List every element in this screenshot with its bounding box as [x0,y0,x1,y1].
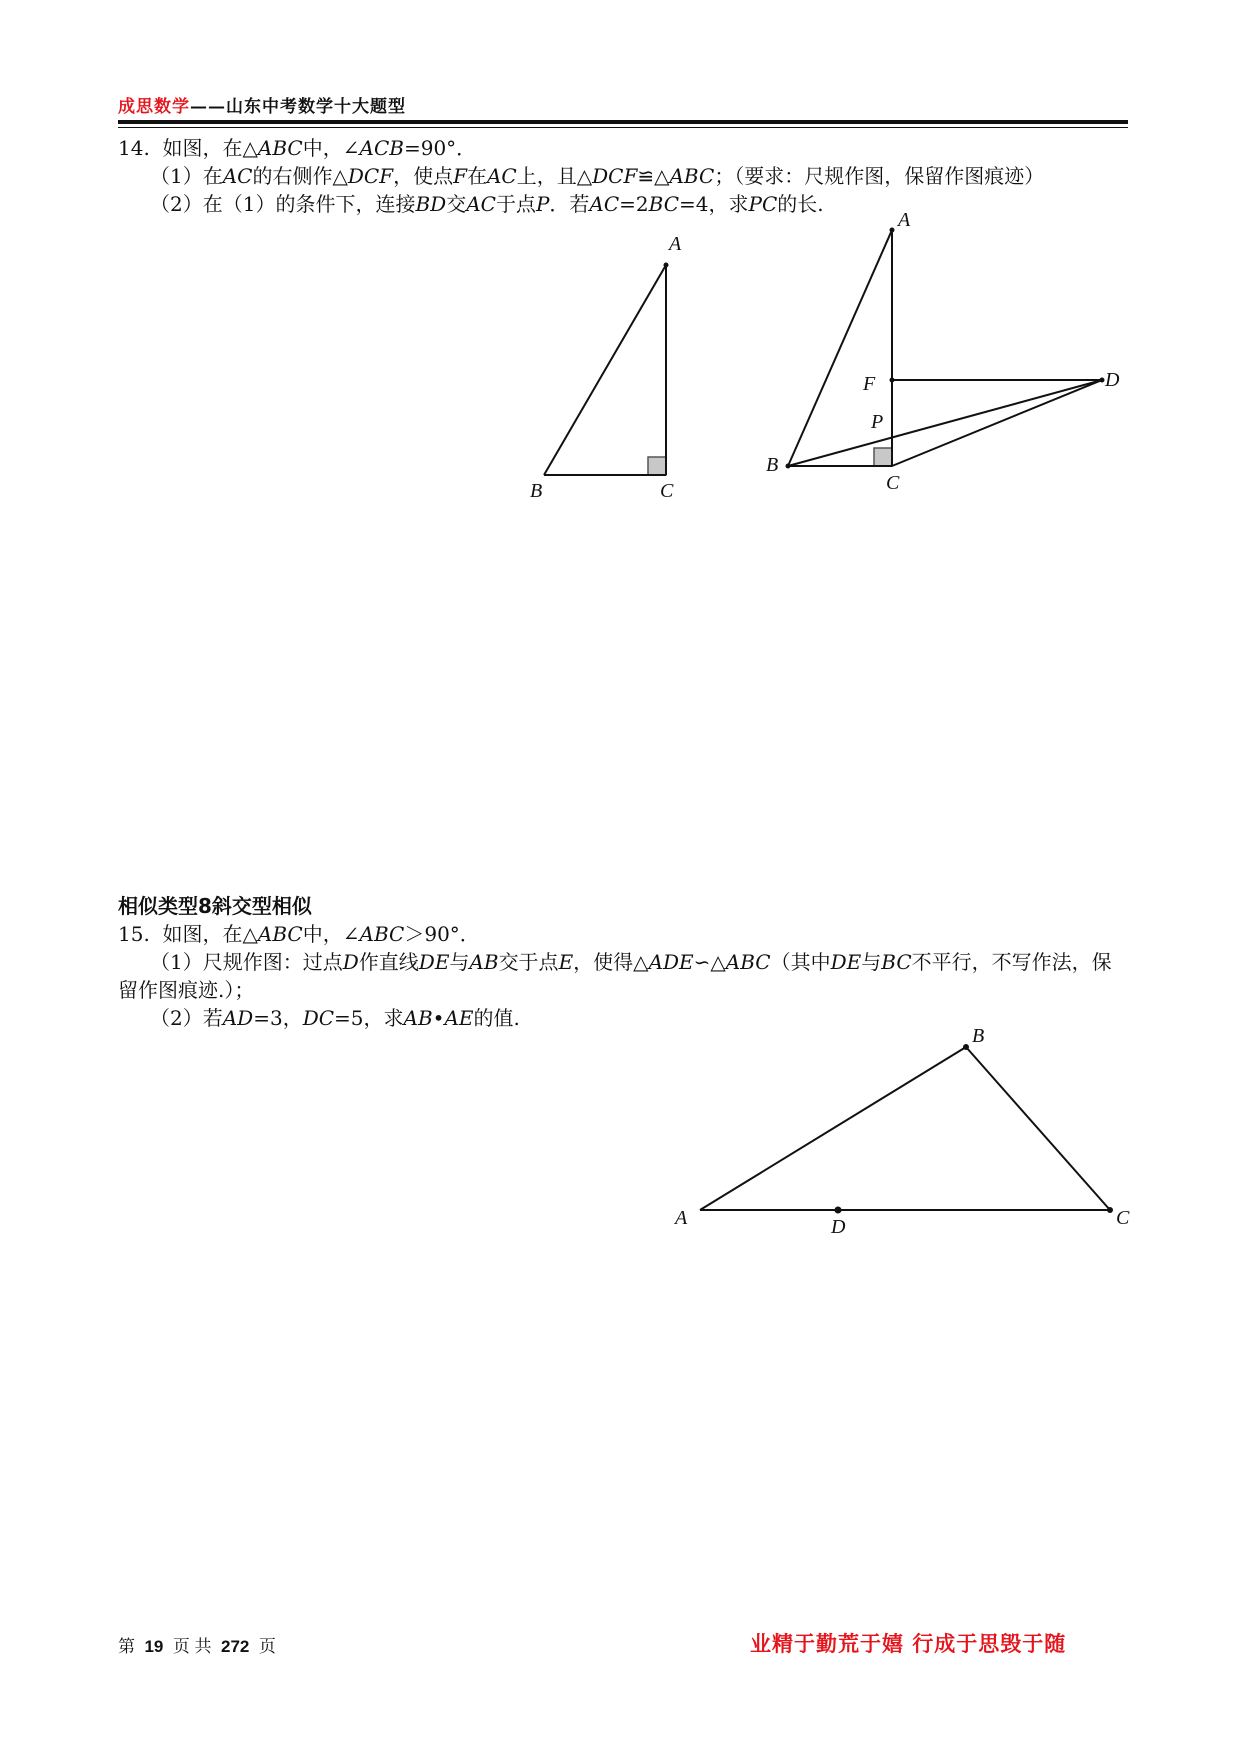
q15-text: • [432,1006,445,1030]
total-pages: 272 [221,1637,250,1656]
q14-text: ，使点 [393,164,454,188]
point-b [963,1044,969,1050]
q14-text: ；（要求：尺规作图，保留作图痕迹） [714,164,1045,188]
figure-q14-triangle [520,220,720,514]
q15-text: 与 [449,950,470,974]
label-a: A [675,1207,688,1229]
q14-math: ACB [359,136,404,160]
q14-part1 [150,160,1044,189]
q15-part1 [150,946,1112,975]
q14-text: （1）在 [150,164,223,188]
q14-text: 上，且△ [516,164,593,188]
q14-stem [118,132,476,161]
q14-math: DCF [592,164,638,188]
q15-text: 如图，在△ [162,922,258,946]
q14-math: DCF [347,164,394,188]
q14-math: PC [748,192,778,216]
q14-text: 的长. [777,192,824,216]
point-d [1100,378,1105,383]
label-d: D [1105,369,1120,391]
q15-text: =3， [253,1006,303,1030]
label-c: C [660,480,674,502]
q15-text: 的值. [473,1006,520,1030]
q15-text: 留作图痕迹.）； [118,978,255,1002]
q14-math: AC [589,192,620,216]
q15-math: D [342,950,359,974]
label-b: B [972,1025,985,1047]
q15-math: AB [403,1006,433,1030]
label-b: B [530,480,543,502]
q14-part2 [150,188,824,217]
q15-text: （1）尺规作图：过点 [150,950,343,974]
current-page: 19 [144,1637,164,1656]
label-p: P [871,411,884,433]
segment-cd [892,380,1102,466]
point-d [835,1207,842,1214]
q15-text: （其中 [770,950,831,974]
q14-number: 14. [118,136,150,160]
q15-math: ABC [725,950,771,974]
segment-ab [700,1047,966,1210]
q14-text: （2）在（1）的条件下，连接 [150,192,416,216]
right-angle-mark [874,448,892,466]
figure-q14-construction [740,208,1140,512]
q14-text: 中，∠ [302,136,360,160]
q14-text: 在 [466,164,487,188]
q14-math: ABC [257,136,303,160]
q15-text: 中，∠ [302,922,360,946]
q15-math: AB [469,950,499,974]
q14-text: =4，求 [679,192,749,216]
label-f: F [863,373,876,395]
q14-math: AC [486,164,517,188]
q14-text: =90°． [403,136,477,160]
point-b [786,464,791,469]
q15-text: ，使得△ [573,950,649,974]
q15-part1-cont [118,974,254,1003]
right-angle-mark [648,457,666,475]
brand-name: 成思数学 [118,97,190,117]
footer-text: 页 共 [172,1637,212,1656]
header-title [118,92,1128,117]
q14-math: P [535,192,550,216]
section-heading [118,890,312,919]
q15-math: ABC [257,922,303,946]
q15-text: 不平行，不写作法，保 [911,950,1112,974]
point-f [890,378,895,383]
label-a: A [669,233,682,255]
segment-bd [788,380,1102,466]
q14-text: ≌△ [637,164,670,188]
section-title: 斜交型相似 [211,894,312,918]
q15-text: 交于点 [498,950,559,974]
q14-math: BD [415,192,447,216]
q14-math: BC [648,192,680,216]
q15-text: 作直线 [358,950,419,974]
q15-text: =5，求 [334,1006,404,1030]
q15-math: ABC [359,922,405,946]
footer-text: 第 [118,1637,135,1656]
header-rule-thick [118,120,1128,124]
q15-text: （2）若 [150,1006,223,1030]
q14-text: 于点 [495,192,536,216]
q14-math: AC [222,164,253,188]
header-rule-thin [118,127,1128,128]
label-d: D [831,1216,846,1238]
q14-math: ABC [669,164,715,188]
header-dash: —— [190,97,226,117]
label-a: A [898,209,911,231]
q15-text: ＞90°． [404,922,480,946]
label-b: B [766,454,779,476]
q14-text: 交 [446,192,467,216]
q15-stem [118,918,480,947]
q14-math: AC [466,192,496,216]
q15-math: E [558,950,574,974]
label-c: C [1116,1207,1130,1229]
q14-math: F [453,164,467,188]
page-header [118,92,1128,117]
q15-math: DC [302,1006,335,1030]
q14-text: 如图，在△ [162,136,258,160]
page-number [118,1632,276,1657]
segment-bc [966,1047,1110,1210]
q15-math: AE [444,1006,474,1030]
footer-motto: 业精于勤荒于嬉 行成于思毁于随 [750,1632,1067,1656]
q15-number: 15. [118,922,150,946]
point-c [1107,1207,1113,1213]
q15-math: BC [881,950,912,974]
q15-math: ADE [648,950,694,974]
q14-text: =2 [619,192,649,216]
footer-text: 页 [258,1637,276,1656]
segment-ab [544,265,666,475]
section-title: 相似类型 [118,894,198,918]
q15-math: AD [222,1006,254,1030]
q15-math: DE [418,950,450,974]
q15-text: 与 [861,950,882,974]
q15-part2 [150,1002,520,1031]
q14-text: 的右侧作△ [252,164,348,188]
q15-math: DE [830,950,862,974]
q14-text: ．若 [549,192,590,216]
figure-q15-triangle [670,1020,1140,1244]
point-a [890,228,895,233]
header-subtitle: 山东中考数学十大题型 [226,97,406,117]
point-a [664,263,669,268]
q15-text: ∽△ [693,950,726,974]
section-number: 8 [198,894,212,918]
label-c: C [886,472,900,494]
